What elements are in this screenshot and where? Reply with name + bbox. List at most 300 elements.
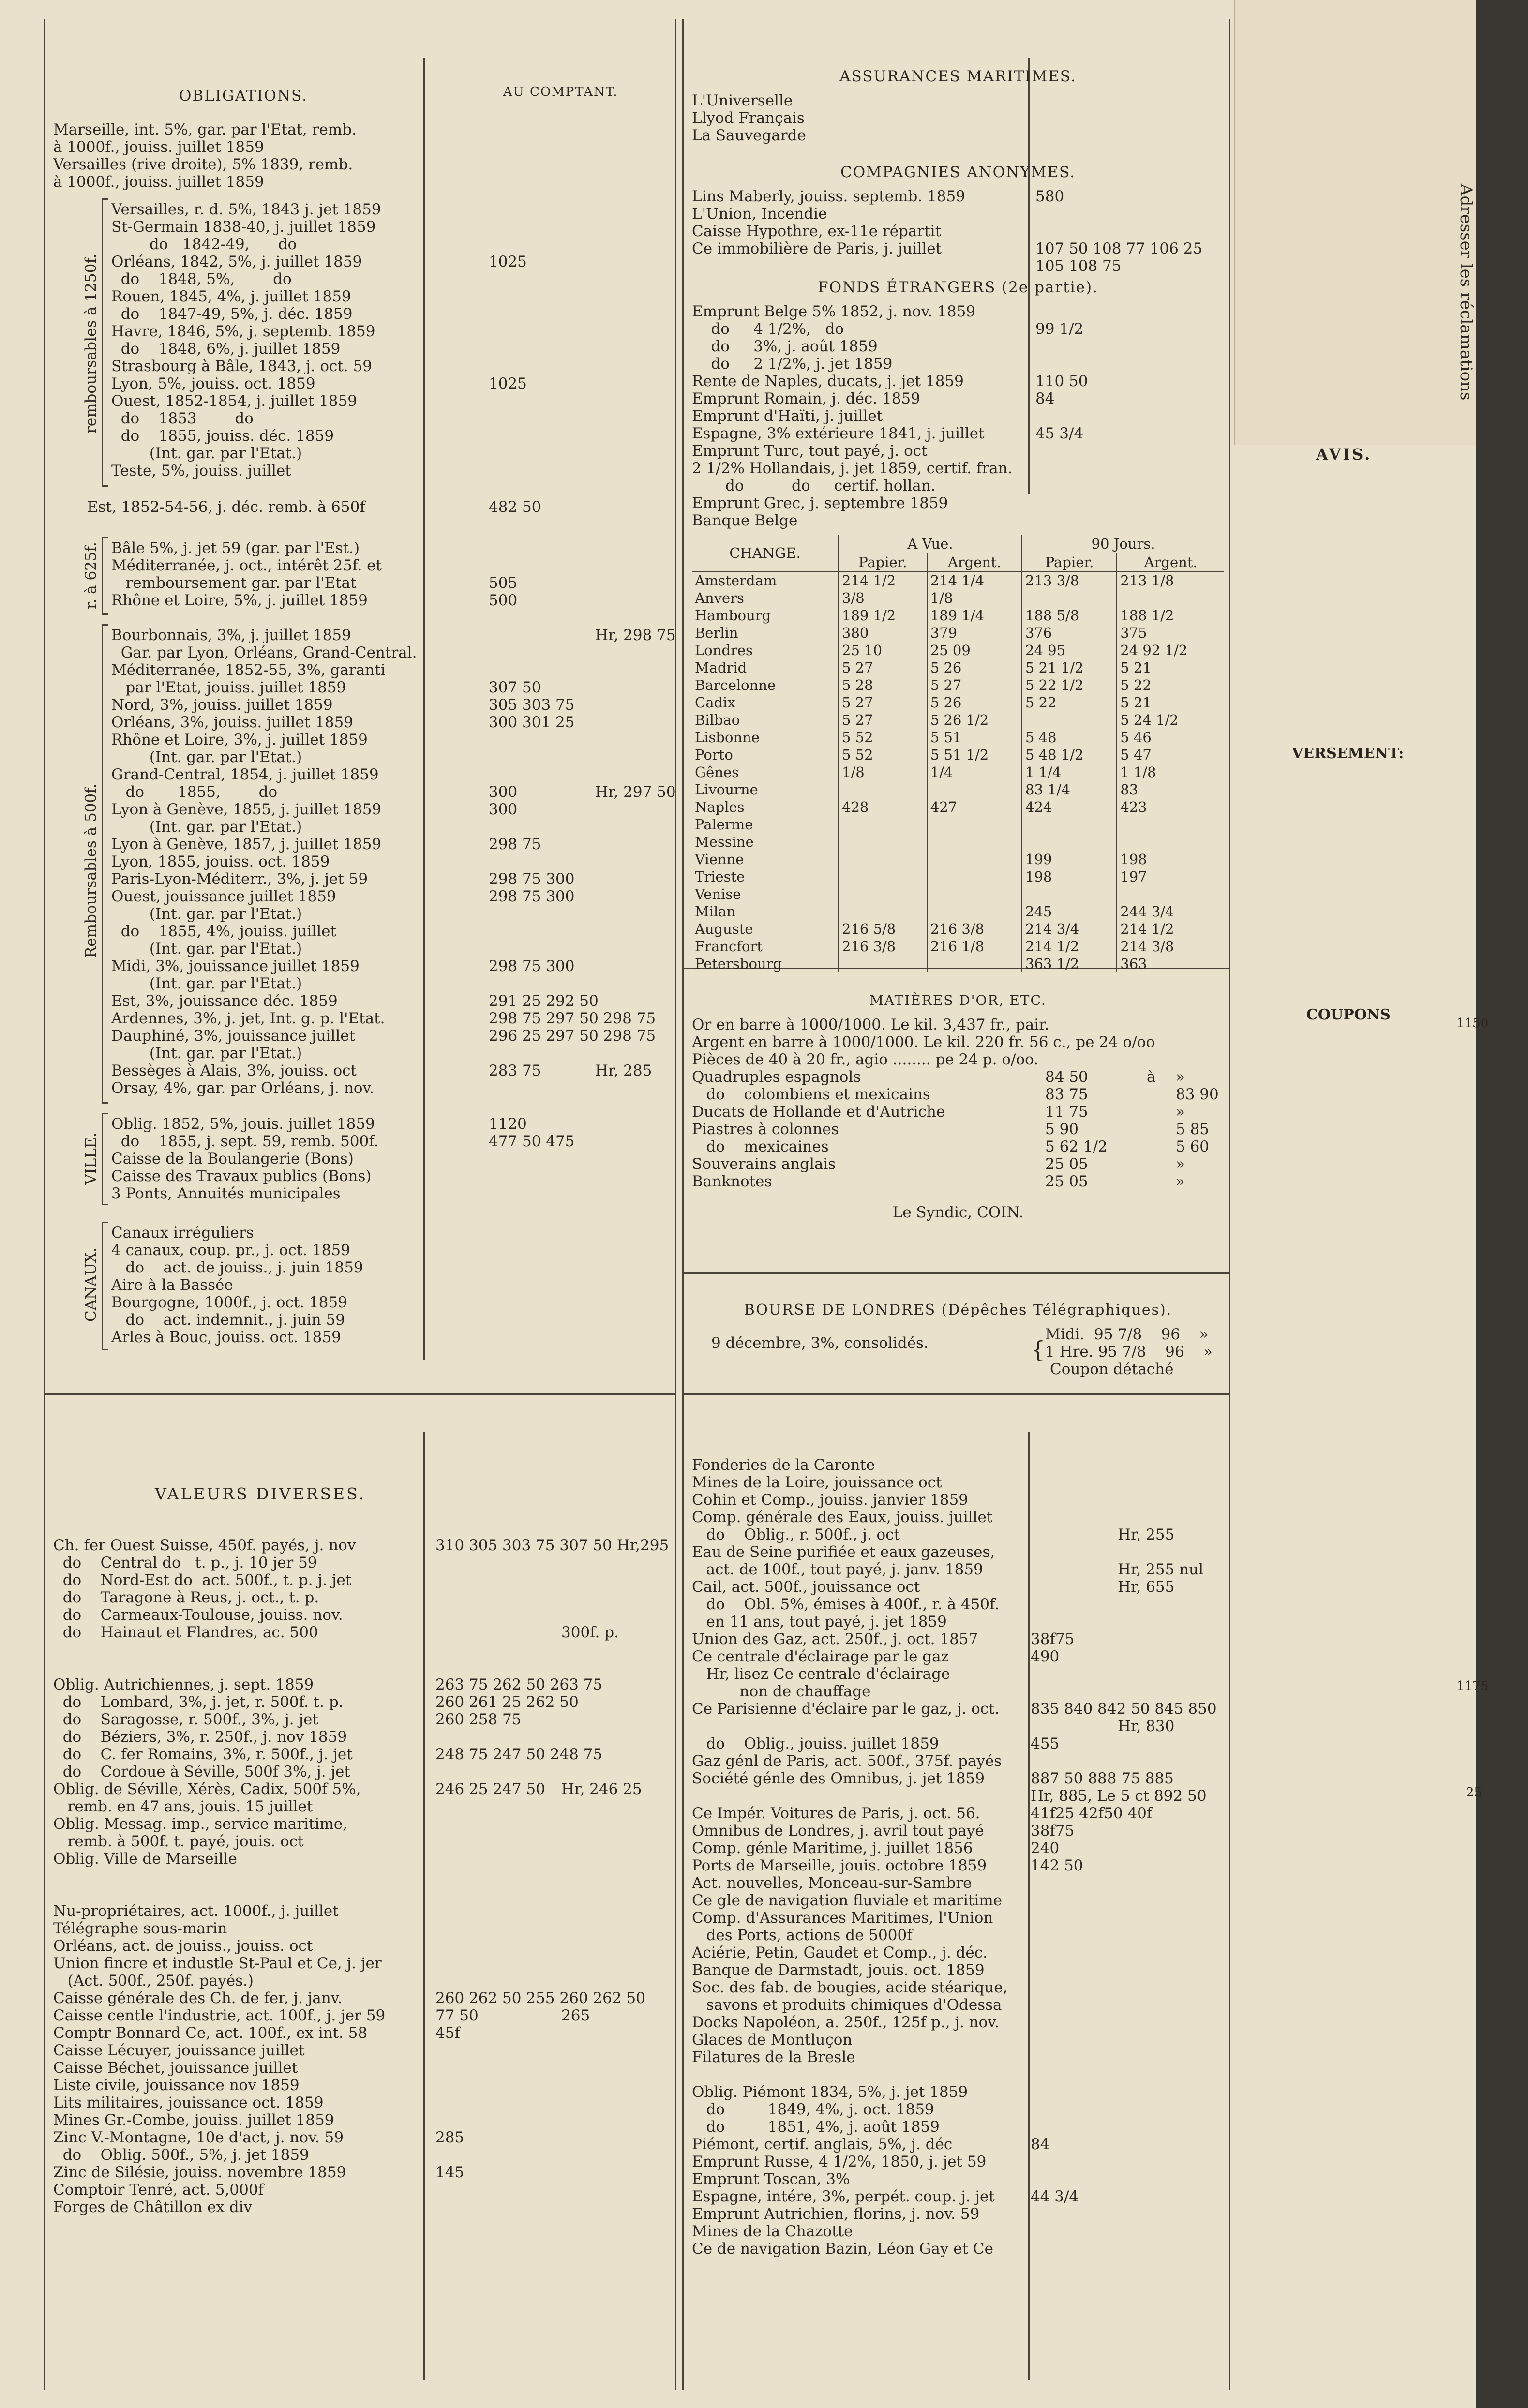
item-label: Télégraphe sous-marin [53, 1920, 227, 1937]
list-item [692, 1735, 1224, 1752]
item-label: Llyod Français [692, 109, 805, 127]
list-item [111, 888, 668, 905]
item-label: Ce de navigation Bazin, Léon Gay et Ce [692, 2240, 993, 2258]
item-price: 11 75 [1045, 1103, 1088, 1121]
rate-cell: 216 5/8 [839, 920, 927, 938]
avis-label: AVIS. [1316, 445, 1372, 464]
list-item [53, 1571, 668, 1589]
item-price: 83 75 [1045, 1086, 1088, 1103]
item-label: Orléans, 3%, jouiss. juillet 1859 [111, 714, 353, 731]
item-label: do 1855, do [111, 783, 278, 801]
item-price: 246 25 247 50 [435, 1780, 545, 1798]
item-label: savons et produits chimiques d'Odessa [692, 1996, 1002, 2014]
item-label: Grand-Central, 1854, j. juillet 1859 [111, 766, 379, 783]
list-item [692, 2223, 1224, 2240]
item-price: 1120 [489, 1115, 527, 1133]
list-item [692, 2136, 1224, 2153]
city-cell: Livourne [692, 781, 839, 798]
item-price: 283 75 [489, 1062, 541, 1079]
rate-cell: 5 52 [839, 729, 927, 746]
list-item [692, 303, 1224, 320]
rate-cell: 198 [1120, 851, 1147, 867]
item-note: Hr, 830 [1118, 1718, 1175, 1735]
list-item [53, 1815, 668, 1833]
list-item [111, 975, 668, 992]
item-price: » [1176, 1068, 1185, 1086]
list-item [53, 1659, 668, 1676]
list-item [111, 539, 668, 557]
rate-cell: 5 21 1/2 [1022, 659, 1117, 676]
list-item [111, 1045, 668, 1062]
list-item [53, 1937, 668, 1955]
rate-cell: 5 52 [839, 746, 927, 763]
rate-cell [927, 868, 1022, 885]
rate-cell [1022, 833, 1117, 851]
item-label: Ce gle de navigation fluviale et maritime [692, 1892, 1003, 1909]
rate-cell [927, 833, 1022, 851]
rate-cell: 5 51 1/2 [927, 746, 1022, 763]
list-item [692, 1543, 1224, 1561]
item-label: Lins Maberly, jouiss. septemb. 1859 [692, 188, 965, 205]
item-price: 296 25 297 50 298 75 [489, 1027, 656, 1045]
list-item [692, 320, 1224, 338]
city-cell: Bilbao [692, 711, 839, 729]
list-item [692, 2205, 1224, 2223]
item-label: remb. en 47 ans, jouis. 15 juillet [53, 1798, 313, 1815]
group-canaux-list [111, 1224, 668, 1346]
table-row [692, 833, 1224, 851]
list-item: Marseille, int. 5%, gar. par l'Etat, remb. [53, 121, 357, 138]
coupons-label: COUPONS [1306, 1006, 1391, 1023]
list-item [692, 1874, 1224, 1892]
item-label: Oblig. de Séville, Xérès, Cadix, 500f 5%, [53, 1780, 361, 1798]
city-cell: Petersbourg [692, 955, 839, 972]
item-label: Emprunt Romain, j. déc. 1859 [692, 390, 920, 407]
item-price: 84 50 [1045, 1068, 1088, 1086]
item-price: 455 [1031, 1735, 1060, 1752]
rate-cell: 363 1/2 [1022, 955, 1117, 972]
rate-cell: 5 21 [1120, 694, 1152, 711]
list-item [692, 1892, 1224, 1909]
londres-title: BOURSE DE LONDRES (Dépêches Télégraphiques). [744, 1301, 1172, 1318]
item-price: 45 3/4 [1035, 425, 1084, 442]
valeurs-right-list [692, 1456, 1224, 2258]
assurances-title: ASSURANCES MARITIMES. [839, 68, 1077, 85]
item-price: 83 90 [1176, 1086, 1219, 1103]
item-label: Emprunt Turc, tout payé, j. oct [692, 442, 928, 460]
item-note: Hr, 297 50 [595, 783, 676, 801]
list-item [111, 236, 668, 253]
list-item [53, 1711, 668, 1728]
item-price: 260 258 75 [435, 1711, 522, 1728]
list-item [692, 355, 1224, 373]
list-item [111, 1115, 668, 1133]
rate-cell [839, 903, 927, 920]
item-note: Hr, 285 [595, 1062, 652, 1079]
item-label: Oblig. Piémont 1834, 5%, j. jet 1859 [692, 2083, 968, 2101]
item-label: Ce Impér. Voitures de Paris, j. oct. 56. [692, 1805, 980, 1822]
list-item [692, 1822, 1224, 1840]
est-row [87, 498, 668, 516]
list-item [53, 1868, 668, 1885]
list-item [692, 188, 1224, 205]
rate-cell: 198 [1022, 868, 1117, 885]
list-item [692, 1086, 1224, 1103]
city-cell: Lisbonne [692, 729, 839, 746]
item-price: 25 05 [1045, 1155, 1088, 1173]
item-label: Soc. des fab. de bougies, acide stéarique, [692, 1979, 1008, 1996]
list-item [692, 1909, 1224, 1927]
city-cell: Auguste [692, 920, 839, 938]
list-item [692, 109, 1224, 127]
list-item [111, 1224, 668, 1241]
item-price: 580 [1035, 188, 1064, 205]
brace: { [1031, 1336, 1046, 1363]
item-label: Quadruples espagnols [692, 1068, 861, 1086]
list-item [692, 1996, 1224, 2014]
list-item [692, 2101, 1224, 2118]
item-label: Société génle des Omnibus, j. jet 1859 [692, 1770, 985, 1787]
rate-cell [1117, 589, 1224, 607]
item-price: 300 [489, 783, 518, 801]
item-price: 5 60 [1176, 1138, 1210, 1155]
item-label: Oblig. Messag. imp., service maritime, [53, 1815, 347, 1833]
list-item [111, 288, 668, 305]
item-label: Piastres à colonnes [692, 1121, 839, 1138]
item-label: Omnibus de Londres, j. avril tout payé [692, 1822, 984, 1840]
rate-cell: 5 46 [1120, 729, 1152, 746]
list-item [53, 1972, 668, 1989]
rate-cell: 5 27 [839, 694, 927, 711]
item-label: do 1842-49, do [111, 236, 297, 253]
item-label: Méditerranée, 1852-55, 3%, garanti [111, 661, 386, 679]
item-price: 84 [1035, 390, 1055, 407]
item-label: Hr, lisez Ce centrale d'éclairage [692, 1665, 950, 1683]
rate-cell [1022, 711, 1117, 729]
table-row [692, 938, 1224, 955]
list-item [111, 940, 668, 957]
list-item [111, 305, 668, 323]
item-label: Ce Parisienne d'éclaire par le gaz, j. oct. [692, 1700, 1000, 1718]
rate-cell [839, 955, 927, 972]
argent-header: Argent. [927, 553, 1022, 571]
list-item [692, 1526, 1224, 1543]
list-item: à 1000f., jouiss. juillet 1859 [53, 138, 264, 156]
change-table [692, 535, 1224, 972]
item-label: (Int. gar. par l'Etat.) [111, 940, 302, 957]
table-row [692, 589, 1224, 607]
rate-cell [927, 903, 1022, 920]
item-label: (Int. gar. par l'Etat.) [111, 818, 302, 836]
item-price: 105 108 75 [1035, 257, 1122, 275]
item-label: Union fincre et industle St-Paul et Ce, j. jer [53, 1955, 382, 1972]
item-label: Nord, 3%, jouiss. juillet 1859 [111, 696, 333, 714]
list-item [53, 1780, 668, 1798]
list-item [53, 1554, 668, 1571]
list-item [692, 1857, 1224, 1874]
rate-cell: 376 [1022, 624, 1117, 642]
item-label: Fonderies de la Caronte [692, 1456, 875, 1474]
item-label: do Central do t. p., j. 10 jer 59 [53, 1554, 317, 1571]
item-label: do 4 1/2%, do [692, 320, 844, 338]
list-item [53, 2042, 668, 2059]
item-price: 84 [1031, 2136, 1050, 2153]
item-label: Ports de Marseille, jouis. octobre 1859 [692, 1857, 987, 1874]
list-item [53, 2129, 668, 2146]
item-label: Forges de Châtillon ex div [53, 2199, 253, 2216]
list-item: Pièces de 40 à 20 fr., agio ........ pe 24 p. o/oo. [692, 1051, 1039, 1068]
rate-cell: 214 1/2 [1022, 938, 1117, 955]
list-item [111, 427, 668, 445]
list-item [692, 1961, 1224, 1979]
item-label: Emprunt Autrichien, florins, j. nov. 59 [692, 2205, 980, 2223]
item-price: 500 [489, 592, 518, 609]
rate-cell [839, 816, 927, 833]
list-item [53, 1833, 668, 1850]
item-label: do 3%, j. août 1859 [692, 338, 878, 355]
list-item [53, 2077, 668, 2094]
group-bracket [102, 1222, 108, 1350]
list-item [692, 338, 1224, 355]
item-price: 298 75 [489, 836, 541, 853]
item-price: 887 50 888 75 885 [1031, 1770, 1174, 1787]
item-label: Est, 1852-54-56, j. déc. remb. à 650f [87, 498, 365, 516]
item-note: Hr, 255 [1118, 1526, 1175, 1543]
item-price: 482 50 [489, 498, 541, 516]
versement-label: VERSEMENT: [1292, 745, 1404, 762]
item-label: Rouen, 1845, 4%, j. juillet 1859 [111, 288, 351, 305]
matieres-title: MATIÈRES D'OR, ETC. [869, 992, 1047, 1008]
group-label-ville: VILLE. [82, 1132, 100, 1185]
list-item [692, 442, 1224, 460]
item-label: Espagne, 3% extérieure 1841, j. juillet [692, 425, 985, 442]
list-item [692, 1840, 1224, 1857]
item-label: Rente de Naples, ducats, j. jet 1859 [692, 373, 964, 390]
list-item [692, 1613, 1224, 1630]
item-label: Orléans, act. de jouiss., jouiss. oct [53, 1937, 313, 1955]
vue-header: A Vue. [839, 535, 1022, 553]
item-label: do 1855, 4%, jouiss. juillet [111, 923, 336, 940]
dark-page-edge [1476, 0, 1528, 2408]
city-cell: Palerme [692, 816, 839, 833]
list-item [692, 512, 1224, 529]
list-item [692, 2049, 1224, 2066]
city-cell: Londres [692, 642, 839, 659]
item-label: Havre, 1846, 5%, j. septemb. 1859 [111, 323, 375, 340]
list-item [692, 1561, 1224, 1578]
item-label: do do certif. hollan. [692, 477, 936, 494]
list-item [692, 2031, 1224, 2049]
item-price: 5 90 [1045, 1121, 1079, 1138]
table-row [692, 659, 1224, 676]
list-item [111, 1010, 668, 1027]
list-item [111, 462, 668, 479]
matieres-list [692, 1068, 1224, 1190]
rate-cell: 1 1/8 [1120, 764, 1156, 780]
list-item [692, 1155, 1224, 1173]
rate-cell: 197 [1120, 868, 1147, 885]
item-label: Cail, act. 500f., jouissance oct [692, 1578, 920, 1596]
table-row [692, 676, 1224, 694]
item-label: Zinc de Silésie, jouiss. novembre 1859 [53, 2164, 346, 2181]
list-item [53, 1624, 668, 1641]
city-cell: Amsterdam [692, 571, 839, 589]
obligations-title: OBLIGATIONS. [179, 87, 308, 105]
city-cell: Berlin [692, 624, 839, 642]
item-label: do 1853 do [111, 410, 254, 427]
item-label: L'Union, Incendie [692, 205, 827, 223]
rate-cell: 83 [1120, 781, 1139, 798]
item-label: do Béziers, 3%, r. 250f., j. nov 1859 [53, 1728, 347, 1746]
rate-cell [839, 781, 927, 798]
item-price: 44 3/4 [1031, 2188, 1079, 2205]
item-label: do 1847-49, 5%, j. déc. 1859 [111, 305, 353, 323]
rate-cell: 5 47 [1120, 747, 1152, 763]
group-bracket [102, 537, 108, 615]
city-cell: Venise [692, 885, 839, 903]
list-item [111, 836, 668, 853]
item-label: Caisse de la Boulangerie (Bons) [111, 1150, 354, 1167]
outer-left-rule [44, 19, 45, 2390]
list-item [111, 1079, 668, 1097]
rate-cell: 5 28 [839, 676, 927, 694]
list-item [692, 460, 1224, 477]
rate-cell [927, 816, 1022, 833]
item-label: Emprunt Grec, j. septembre 1859 [692, 494, 948, 512]
item-note: 265 [561, 2007, 590, 2024]
list-item [692, 390, 1224, 407]
table-row [692, 781, 1224, 798]
city-cell: Francfort [692, 938, 839, 955]
item-price: 505 [489, 574, 518, 592]
item-label: Bessèges à Alais, 3%, jouiss. oct [111, 1062, 357, 1079]
item-label: Liste civile, jouissance nov 1859 [53, 2077, 300, 2094]
margin-number: 1150 [1456, 1016, 1489, 1031]
item-price: 1025 [489, 253, 527, 270]
item-label: do Nord-Est do act. 500f., t. p. j. jet [53, 1571, 352, 1589]
city-cell: Madrid [692, 659, 839, 676]
list-item [111, 714, 668, 731]
matieres-section [692, 987, 1224, 1221]
group-625-list [111, 539, 668, 609]
item-label: do act. indemnit., j. juin 59 [111, 1311, 345, 1329]
item-label: Glaces de Montluçon [692, 2031, 853, 2049]
rate-cell: 189 1/2 [839, 607, 927, 624]
item-label: Midi, 3%, jouissance juillet 1859 [111, 957, 360, 975]
rate-cell: 375 [1120, 625, 1147, 641]
rate-cell: 1/4 [927, 763, 1022, 781]
list-item [53, 1728, 668, 1746]
syndic-signature: Le Syndic, COIN. [892, 1204, 1024, 1221]
item-label: Souverains anglais [692, 1155, 836, 1173]
item-label: do Saragosse, r. 500f., 3%, j. jet [53, 1711, 318, 1728]
list-item [53, 2094, 668, 2111]
margin-number: 1175 [1456, 1679, 1489, 1693]
item-label: L'Universelle [692, 92, 793, 109]
item-label: (Int. gar. par l'Etat.) [111, 1045, 302, 1062]
list-item: Or en barre à 1000/1000. Le kil. 3,437 fr., pair. [692, 1016, 1049, 1033]
item-label: Lyon, 1855, jouiss. oct. 1859 [111, 853, 330, 870]
londres-coupon: Coupon détaché [1050, 1361, 1174, 1378]
center-rule-2 [682, 19, 684, 2390]
item-label: Act. nouvelles, Monceau-sur-Sambre [692, 1874, 972, 1892]
list-item [692, 2240, 1224, 2258]
rate-cell: 24 92 1/2 [1120, 642, 1188, 658]
list-item [692, 477, 1224, 494]
item-label: Canaux irréguliers [111, 1224, 254, 1241]
item-price: 45f [435, 2024, 460, 2042]
list-item [111, 1150, 668, 1167]
item-label: Caisse centle l'industrie, act. 100f., j. jer 59 [53, 2007, 386, 2024]
list-item [692, 2188, 1224, 2205]
item-label: par l'Etat, jouiss. juillet 1859 [111, 679, 346, 696]
list-item [111, 957, 668, 975]
list-item [111, 1311, 668, 1329]
group-500-list [111, 627, 676, 1097]
list-item [692, 425, 1224, 442]
item-label: Emprunt Toscan, 3% [692, 2170, 850, 2188]
obligations-top-list [53, 121, 668, 191]
rate-cell: 5 51 [927, 729, 1022, 746]
item-label: Filatures de la Bresle [692, 2049, 855, 2066]
list-item [53, 1920, 668, 1937]
item-price: 5 62 1/2 [1045, 1138, 1108, 1155]
item-label: act. de 100f., tout payé, j. janv. 1859 [692, 1561, 983, 1578]
list-item [111, 992, 668, 1010]
list-item [53, 1989, 668, 2007]
rate-cell: 214 1/2 [839, 571, 927, 589]
rate-cell: 1 1/4 [1022, 763, 1117, 781]
list-item [53, 2164, 668, 2181]
item-note: 300f. p. [561, 1624, 619, 1641]
item-label: Bourgogne, 1000f., j. oct. 1859 [111, 1294, 347, 1311]
item-label: do colombiens et mexicains [692, 1086, 930, 1103]
item-price: 248 75 247 50 248 75 [435, 1746, 603, 1763]
list-item [692, 2083, 1224, 2101]
item-price: 142 50 [1031, 1857, 1083, 1874]
item-label: Teste, 5%, jouiss. juillet [111, 462, 291, 479]
city-cell: Gênes [692, 763, 839, 781]
list-item [111, 253, 668, 270]
list-item [53, 1850, 668, 1868]
item-label: non de chauffage [692, 1683, 871, 1700]
item-label: Lyon à Genève, 1857, j. juillet 1859 [111, 836, 382, 853]
rate-cell: 216 1/8 [927, 938, 1022, 955]
item-label: Piémont, certif. anglais, 5%, j. déc [692, 2136, 953, 2153]
list-item [111, 905, 668, 923]
city-cell: Trieste [692, 868, 839, 885]
rate-cell: 5 26 [927, 659, 1022, 676]
item-label: Ardennes, 3%, j. jet, Int. g. p. l'Etat. [111, 1010, 385, 1027]
item-label: Est, 3%, jouissance déc. 1859 [111, 992, 338, 1010]
item-label: Caisse Hypothre, ex-11e répartit [692, 223, 942, 240]
list-item [53, 1537, 668, 1554]
list-item [692, 127, 1224, 144]
item-label: Gar. par Lyon, Orléans, Grand-Central. [111, 644, 417, 661]
list-item [692, 1138, 1224, 1155]
rate-cell: 214 3/8 [1120, 938, 1174, 955]
rate-cell [927, 781, 1022, 798]
list-item [111, 358, 668, 375]
city-cell: Vienne [692, 851, 839, 868]
list-item [53, 2181, 668, 2199]
londres-midi: Midi. 95 7/8 96 » [1045, 1326, 1209, 1343]
item-label: St-Germain 1838-40, j. juillet 1859 [111, 218, 376, 236]
item-label: Docks Napoléon, a. 250f., 125f p., j. nov. [692, 2014, 999, 2031]
list-item [692, 1979, 1224, 1996]
list-item [692, 2066, 1224, 2083]
item-label: do 1855, j. sept. 59, remb. 500f. [111, 1133, 379, 1150]
